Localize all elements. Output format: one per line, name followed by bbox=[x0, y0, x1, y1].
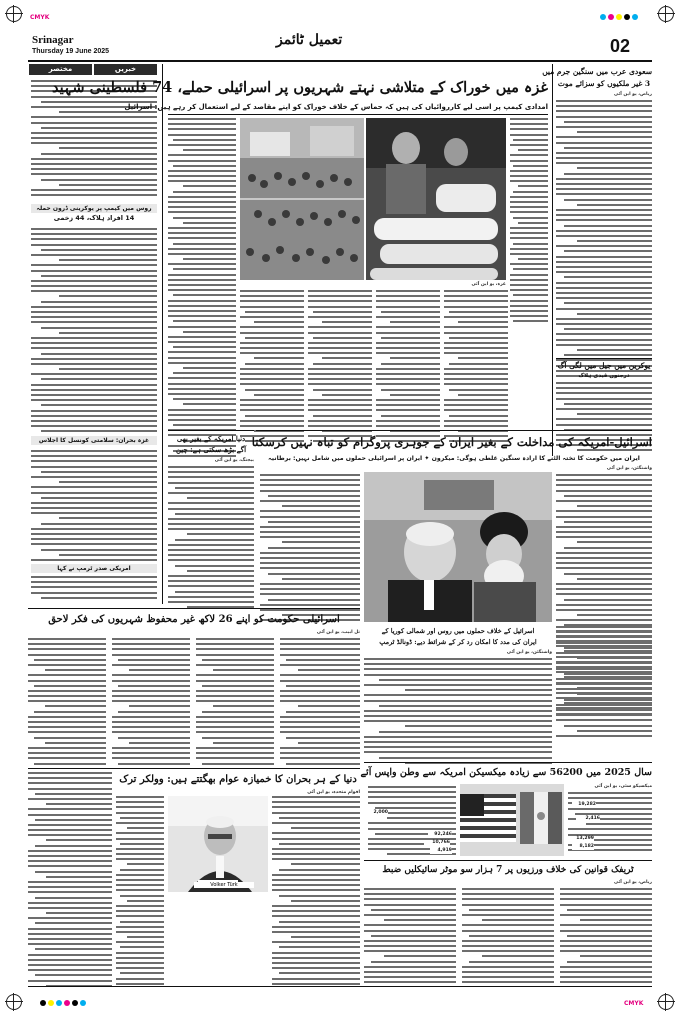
gaza-mourners-photo bbox=[366, 118, 506, 280]
lead-headline: غزہ میں خوراک کے متلاشی نہتے شہریوں پر اسرائیلی حملے، 74 فلسطینی شہید bbox=[51, 79, 548, 96]
short-news-text-2 bbox=[31, 228, 157, 446]
mexico-figure-6: 13,299 bbox=[572, 836, 594, 842]
saudi-headline: سعودی عرب میں سنگین جرم میں bbox=[542, 67, 652, 76]
mexico-figures-left bbox=[368, 786, 456, 856]
iran-top-rule bbox=[256, 430, 652, 431]
china-headline: دنیا امریکہ کے بغیر بھی bbox=[176, 434, 246, 443]
short-news-text-3 bbox=[31, 450, 157, 569]
lead-subheadline: امدادی کیمپ پر اسی لیے کارروائیاں کی ہیں کہ حماس کے خلاف خوراک کو اپنے مقاصد کے لیے استعمال کر رہے ہیں: اسرائیل bbox=[124, 103, 548, 111]
short-news-heading-1: روس میں کیمپ پر یوکرینی ڈرون حملہ bbox=[31, 204, 157, 213]
netanyahu-khamenei-photo bbox=[364, 472, 552, 622]
short-news-text-4 bbox=[31, 576, 157, 602]
page-number: 02 bbox=[610, 36, 631, 56]
registration-mark-bottom-left bbox=[6, 994, 22, 1010]
china-rule bbox=[168, 430, 254, 431]
mexico-figure-0: 19,282 bbox=[572, 802, 596, 808]
israel-gov-headline: اسرائیلی حکومت کو اپنے 26 لاکھ غیر محفوظ شہریوں کی فکر لاحق bbox=[48, 614, 340, 625]
saudi-body bbox=[556, 100, 652, 380]
us-mexico-flags-photo bbox=[460, 784, 564, 856]
trump-headline: اسرائیل کے خلاف حملوں میں روس اور شمالی کوریا کے bbox=[381, 627, 535, 635]
un-dateline: اقوام متحدہ، یو این آئی bbox=[307, 790, 360, 795]
newspaper-logo: تعمیل ٹائمز bbox=[276, 32, 343, 48]
color-bar-label-top: CMYK bbox=[30, 14, 50, 21]
volker-turk-photo bbox=[168, 796, 268, 892]
un-body-left bbox=[116, 796, 164, 988]
trump-body bbox=[364, 658, 552, 767]
un-body-far-left bbox=[28, 772, 112, 990]
lead-body-col-1 bbox=[168, 118, 236, 460]
masthead bbox=[28, 30, 652, 62]
china-dateline: بیجنگ، یو این آئی bbox=[214, 458, 254, 463]
saudi-dateline: ریاض، یو این آئی bbox=[613, 92, 652, 97]
short-news-column bbox=[28, 64, 163, 604]
color-swatch-bottom-left bbox=[40, 1000, 86, 1006]
israel-gov-rule bbox=[28, 608, 360, 609]
china-body bbox=[168, 466, 254, 611]
short-news-subheading-1: 14 افراد ہلاک، 44 زخمی bbox=[31, 214, 157, 223]
israel-gov-body-4 bbox=[280, 638, 360, 768]
un-body-right bbox=[272, 796, 360, 988]
registration-mark-bottom-right bbox=[658, 994, 674, 1010]
lead-body-col-right bbox=[510, 118, 548, 326]
tab-news[interactable]: خبریں bbox=[94, 64, 157, 75]
registration-mark-top-right bbox=[658, 6, 674, 22]
israel-gov-dateline: تل ابیب، یو این آئی bbox=[316, 630, 360, 635]
traffic-body-1 bbox=[364, 888, 456, 987]
gaza-crowd-photo bbox=[240, 118, 364, 280]
lead-body-row-2a bbox=[240, 290, 304, 446]
lead-dateline: غزہ، یو این آئی bbox=[471, 282, 506, 287]
color-swatch-top bbox=[600, 14, 638, 20]
traffic-rule bbox=[364, 860, 652, 861]
israel-gov-body-2 bbox=[112, 638, 190, 768]
short-news-heading-2: غزہ بحران: سلامتی کونسل کا اجلاس bbox=[31, 436, 157, 445]
ukraine-rule bbox=[556, 358, 652, 359]
tab-short[interactable]: مختصر bbox=[29, 64, 92, 75]
mexico-headline: سال 2025 میں 56200 سے زیادہ میکسیکن امریکہ سے وطن واپس آئے bbox=[360, 767, 652, 778]
iran-body-right-2 bbox=[556, 626, 652, 740]
masthead-date: Thursday 19 June 2025 bbox=[32, 48, 110, 55]
iran-dateline: واشنگٹن، یو این آئی bbox=[606, 466, 652, 471]
traffic-dateline: ریاض، یو این آئی bbox=[613, 880, 652, 885]
mexico-figure-7: 8,182 bbox=[572, 844, 594, 850]
mexico-dateline: میکسیکو سٹی، یو این آئی bbox=[594, 784, 652, 789]
iran-body-left bbox=[260, 474, 360, 624]
mexico-figure-4: 4,919 bbox=[430, 848, 452, 854]
saudi-headline-2: 3 غیر ملکیوں کو سزائے موت bbox=[557, 79, 651, 88]
volker-turk-caption: Volker Türk bbox=[194, 882, 254, 888]
israel-gov-body-3 bbox=[196, 638, 274, 768]
ukraine-subheadline: درجنوں قیدی ہلاک bbox=[578, 373, 630, 379]
page-bottom-rule bbox=[28, 986, 652, 987]
un-rule bbox=[28, 768, 360, 769]
china-headline-2: آگے بڑھ سکتی ہے: چین bbox=[175, 445, 247, 454]
traffic-body-2 bbox=[462, 888, 554, 987]
trump-dateline: واشنگٹن، یو این آئی bbox=[506, 650, 552, 655]
iran-subheadline: ایران میں حکومت کا تختہ الٹنے کا ارادہ سنگین غلطی ہوگی: میکرون ✦ ایران پر اسرائیلی حملوں میں شامل نہیں: برطانیہ bbox=[268, 455, 640, 462]
short-news-tabs bbox=[28, 64, 158, 75]
color-bar-label-bottom: CMYK bbox=[624, 1000, 644, 1007]
lead-body-row-2d bbox=[444, 290, 508, 446]
mexico-figure-1: 2,000 bbox=[368, 810, 388, 816]
lead-body-row-2c bbox=[376, 290, 440, 446]
israel-gov-body-1 bbox=[28, 638, 106, 768]
lead-body-row-2b bbox=[308, 290, 372, 446]
iran-headline: اسرائیل-امریکہ کی مداخلت کے بغیر ایران کے جوہری پروگرام کو تباہ نہیں کرسکتا bbox=[251, 435, 652, 449]
trump-headline-2: ایران کی مدد کا امکان رد کر کے شرائط دیے: ڈونالڈ ٹرمپ bbox=[379, 638, 537, 646]
un-headline: دنیا کے ہر بحران کا خمیازہ عوام بھگتتے ہیں: وولکر ترک bbox=[119, 774, 357, 785]
mexico-figures-right bbox=[568, 792, 652, 854]
mexico-figure-3: 10,766 bbox=[424, 840, 450, 846]
mexico-figure-5: 2,416 bbox=[576, 816, 600, 822]
traffic-body-3 bbox=[560, 888, 652, 987]
lead-rule bbox=[168, 114, 548, 115]
traffic-headline: ٹریفک قوانین کی خلاف ورزیوں پر 7 ہزار سو موٹر سائیکلیں ضبط bbox=[382, 865, 634, 875]
registration-mark-top-left bbox=[6, 6, 22, 22]
ukraine-headline: یوکرین میں جیل میں لگی آگ bbox=[557, 361, 651, 370]
masthead-city: Srinagar bbox=[32, 34, 74, 46]
newspaper-page bbox=[28, 30, 652, 990]
short-news-heading-3: امریکی صدر ٹرمپ نے کہا bbox=[31, 564, 157, 573]
mexico-rule bbox=[364, 762, 652, 763]
mexico-figure-2: 92,246 bbox=[428, 832, 452, 838]
right-column-rule bbox=[552, 64, 553, 456]
